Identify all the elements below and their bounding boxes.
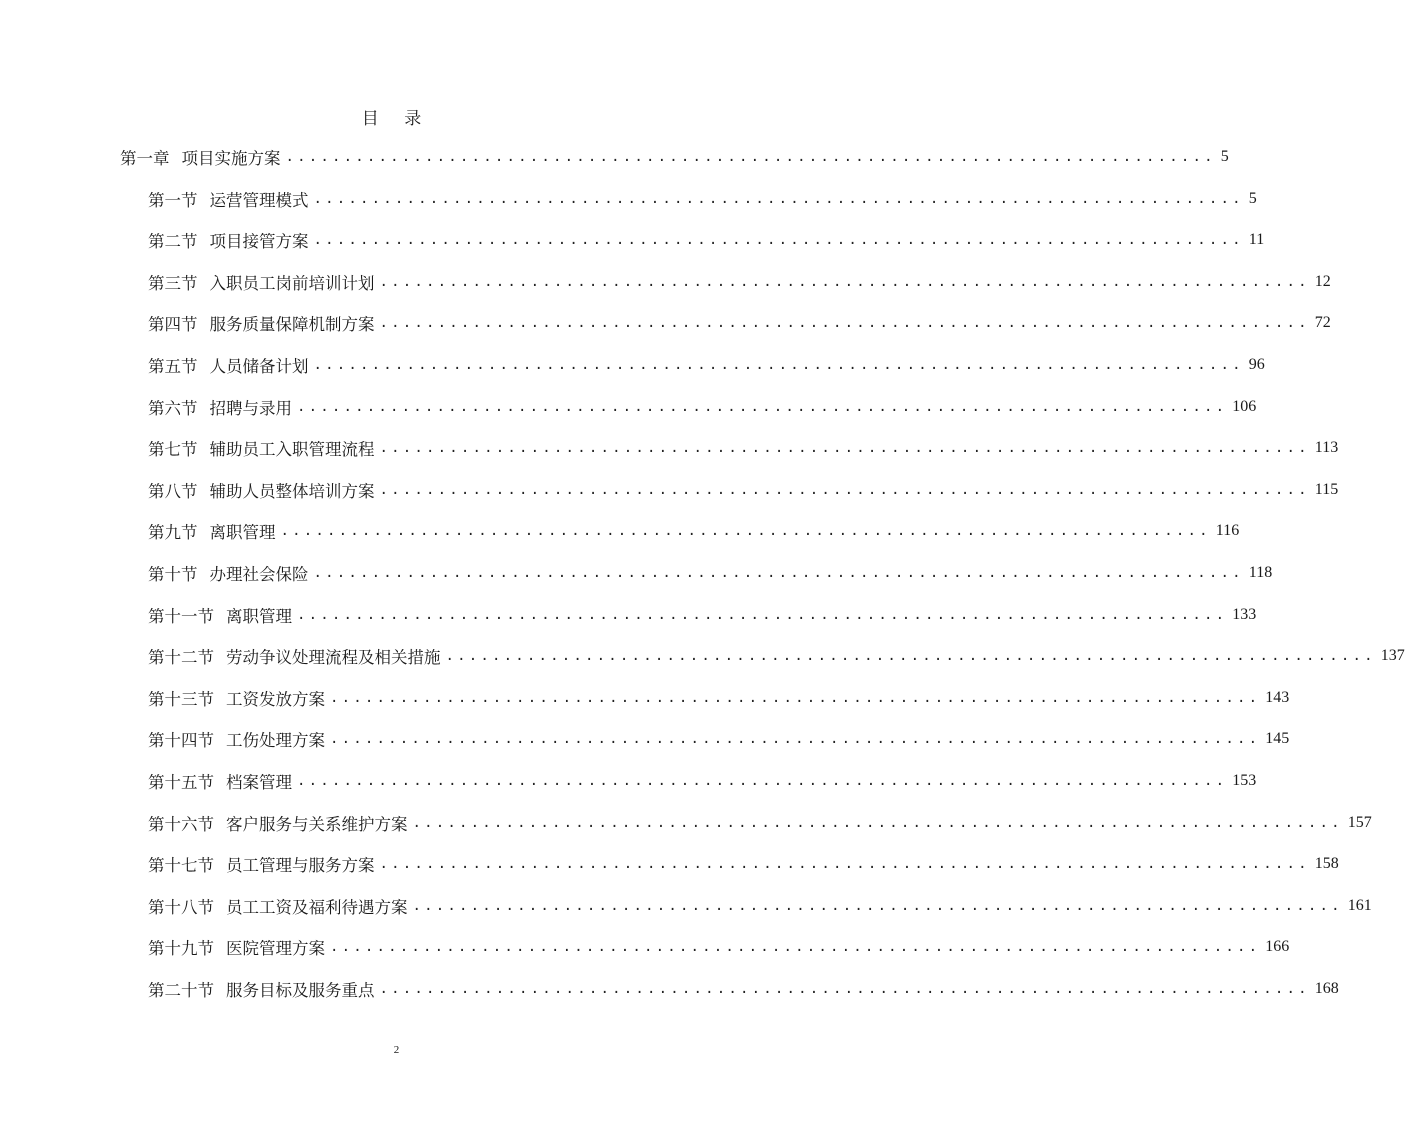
toc-entry-number: 第二十节 bbox=[148, 981, 214, 1000]
toc-entry-page: 5 bbox=[1220, 148, 1229, 165]
toc-entry-page: 72 bbox=[1314, 314, 1331, 332]
toc-entry-page: 157 bbox=[1347, 813, 1372, 831]
toc-entry-label bbox=[148, 769, 292, 793]
toc-entry-number: 第十七节 bbox=[148, 856, 214, 876]
toc-entry-title: 劳动争议处理流程及相关措施 bbox=[226, 648, 441, 668]
toc-section-entry[interactable] bbox=[148, 932, 1290, 962]
toc-section-entry[interactable] bbox=[148, 808, 1372, 838]
toc-title: 目 录 bbox=[361, 109, 432, 129]
toc-dot-leader: ................................................................................ bbox=[330, 939, 1261, 956]
toc-entry-title: 员工工资及福利待遇方案 bbox=[226, 897, 408, 917]
toc-entry-title: 入职员工岗前培训计划 bbox=[209, 273, 375, 293]
toc-entry-number: 第二节 bbox=[148, 232, 198, 252]
toc-entry-number: 第九节 bbox=[148, 523, 198, 543]
toc-entry-label bbox=[148, 935, 325, 959]
toc-section-entry[interactable] bbox=[148, 184, 1257, 214]
toc-entry-label bbox=[148, 395, 292, 419]
toc-entry-label bbox=[148, 561, 309, 585]
toc-entry-number: 第一章 bbox=[120, 149, 170, 168]
toc-entry-number: 第十九节 bbox=[148, 939, 214, 959]
toc-entry-title: 项目接管方案 bbox=[209, 232, 309, 252]
toc-dot-leader: ................................................................................ bbox=[285, 149, 1216, 165]
toc-entry-page: 106 bbox=[1232, 397, 1257, 415]
toc-entry-page: 11 bbox=[1248, 231, 1265, 249]
toc-entry-number: 第十四节 bbox=[148, 731, 214, 751]
toc-section-entry[interactable] bbox=[148, 766, 1257, 796]
toc-entry-page: 113 bbox=[1314, 439, 1339, 457]
toc-dot-leader: ................................................................................ bbox=[313, 357, 1244, 373]
toc-entry-label bbox=[148, 478, 375, 502]
toc-dot-leader: ................................................................................ bbox=[412, 814, 1343, 831]
toc-section-entry[interactable] bbox=[148, 891, 1372, 921]
toc-dot-leader: ................................................................................ bbox=[379, 981, 1310, 997]
toc-entry-title: 医院管理方案 bbox=[226, 939, 325, 959]
toc-entry-number: 第十二节 bbox=[148, 648, 214, 668]
toc-entry-title: 档案管理 bbox=[226, 773, 292, 792]
toc-entry-page: 145 bbox=[1265, 730, 1290, 748]
toc-entry-label bbox=[148, 270, 375, 294]
toc-entry-title: 离职管理 bbox=[226, 606, 292, 626]
toc-entry-title: 办理社会保险 bbox=[209, 565, 309, 584]
toc-entry-title: 辅助人员整体培训方案 bbox=[209, 481, 375, 501]
toc-entry-page: 116 bbox=[1215, 522, 1240, 540]
toc-section-entry[interactable] bbox=[148, 683, 1290, 713]
toc-entry-number: 第八节 bbox=[148, 481, 198, 501]
toc-entry-title: 工资发放方案 bbox=[226, 689, 325, 709]
toc-dot-leader: ................................................................................ bbox=[297, 773, 1228, 789]
toc-entry-number: 第三节 bbox=[148, 273, 198, 293]
toc-entry-title: 运营管理模式 bbox=[209, 190, 309, 210]
toc-entry-label bbox=[148, 894, 408, 918]
toc-entry-page: 158 bbox=[1314, 855, 1339, 873]
toc-section-entry[interactable] bbox=[148, 308, 1331, 338]
toc-entry-page: 118 bbox=[1248, 564, 1273, 581]
toc-entry-label bbox=[148, 644, 441, 668]
toc-entry-number: 第七节 bbox=[148, 440, 198, 460]
toc-entry-label bbox=[148, 311, 375, 335]
toc-entry-number: 第十节 bbox=[148, 565, 198, 584]
toc-entry-title: 工伤处理方案 bbox=[226, 731, 325, 751]
toc-dot-leader: ................................................................................ bbox=[412, 897, 1343, 914]
toc-entry-label bbox=[148, 436, 375, 460]
toc-entry-page: 168 bbox=[1314, 980, 1339, 997]
toc-entry-title: 离职管理 bbox=[209, 523, 276, 543]
toc-dot-leader: ................................................................................ bbox=[297, 606, 1228, 623]
toc-entry-label bbox=[148, 187, 309, 211]
toc-entry-page: 12 bbox=[1314, 272, 1331, 290]
toc-dot-leader: ................................................................................ bbox=[330, 731, 1261, 748]
toc-dot-leader: ................................................................................ bbox=[313, 232, 1244, 249]
toc-dot-leader: ................................................................................ bbox=[379, 481, 1310, 498]
toc-dot-leader: ................................................................................ bbox=[280, 523, 1211, 540]
toc-entry-label bbox=[148, 686, 325, 710]
toc-section-entry[interactable] bbox=[148, 516, 1240, 546]
toc-section-entry[interactable] bbox=[148, 475, 1339, 505]
toc-section-entry[interactable] bbox=[148, 558, 1273, 588]
toc-entry-label bbox=[148, 811, 408, 835]
toc-section-entry[interactable] bbox=[148, 433, 1339, 463]
toc-entry-page: 115 bbox=[1314, 480, 1339, 498]
toc-section-entry[interactable] bbox=[148, 849, 1339, 879]
toc-entry-label bbox=[120, 145, 281, 169]
toc-entry-label bbox=[148, 727, 325, 751]
toc-dot-leader: ................................................................................ bbox=[330, 689, 1261, 706]
toc-entry-label bbox=[148, 519, 276, 543]
toc-dot-leader: ................................................................................ bbox=[379, 856, 1310, 873]
toc-section-entry[interactable] bbox=[148, 724, 1290, 754]
toc-entry-page: 137 bbox=[1380, 647, 1405, 665]
toc-entry-page: 133 bbox=[1232, 605, 1257, 623]
toc-dot-leader: ................................................................................ bbox=[313, 565, 1244, 581]
toc-entry-page: 96 bbox=[1248, 356, 1265, 373]
toc-entry-page: 161 bbox=[1347, 896, 1372, 914]
toc-dot-leader: ................................................................................ bbox=[379, 440, 1310, 457]
toc-entry-title: 服务质量保障机制方案 bbox=[209, 315, 375, 335]
toc-entry-number: 第四节 bbox=[148, 315, 198, 335]
toc-dot-leader: ................................................................................ bbox=[313, 190, 1244, 207]
toc-entry-number: 第十五节 bbox=[148, 773, 214, 792]
toc-entry-title: 辅助员工入职管理流程 bbox=[209, 440, 375, 460]
toc-dot-leader: ................................................................................ bbox=[379, 315, 1310, 332]
toc-entry-number: 第五节 bbox=[148, 357, 198, 376]
toc-entry-number: 第十一节 bbox=[148, 606, 214, 626]
toc-section-entry[interactable] bbox=[148, 225, 1265, 255]
toc-entry-title: 员工管理与服务方案 bbox=[226, 856, 375, 876]
toc-entry-number: 第六节 bbox=[148, 398, 198, 418]
toc-dot-leader: ................................................................................ bbox=[297, 398, 1228, 415]
toc-section-entry[interactable] bbox=[148, 641, 1405, 671]
toc-entry-title: 人员储备计划 bbox=[209, 357, 309, 376]
toc-entry-title: 服务目标及服务重点 bbox=[226, 981, 375, 1000]
toc-entry-label bbox=[148, 603, 292, 627]
toc-entry-page: 153 bbox=[1232, 772, 1257, 789]
toc-entry-label bbox=[148, 852, 375, 876]
toc-entry-title: 客户服务与关系维护方案 bbox=[226, 814, 408, 834]
toc-entry-label bbox=[148, 977, 375, 1001]
toc-entry-number: 第十六节 bbox=[148, 814, 214, 834]
toc-section-entry[interactable] bbox=[148, 350, 1265, 380]
toc-entry-number: 第一节 bbox=[148, 190, 198, 210]
toc-section-entry[interactable] bbox=[148, 392, 1257, 422]
toc-entry-title: 项目实施方案 bbox=[181, 149, 281, 168]
toc-section-entry[interactable] bbox=[148, 600, 1257, 630]
toc-dot-leader: ................................................................................ bbox=[379, 273, 1310, 290]
toc-entry-label bbox=[148, 353, 309, 377]
toc-entry-page: 166 bbox=[1265, 938, 1290, 956]
toc-entry-number: 第十三节 bbox=[148, 689, 214, 709]
toc-entry-page: 143 bbox=[1265, 688, 1290, 706]
toc-entry-number: 第十八节 bbox=[148, 897, 214, 917]
page-number: 2 bbox=[393, 1044, 400, 1056]
toc-dot-leader: ................................................................................ bbox=[445, 648, 1376, 665]
toc-section-entry[interactable] bbox=[148, 267, 1331, 297]
toc-section-entry[interactable] bbox=[148, 974, 1339, 1004]
toc-entry-title: 招聘与录用 bbox=[209, 398, 292, 418]
toc-entry-label bbox=[148, 228, 309, 252]
toc-chapter-entry[interactable] bbox=[120, 142, 1229, 172]
toc-entry-page: 5 bbox=[1248, 189, 1257, 207]
